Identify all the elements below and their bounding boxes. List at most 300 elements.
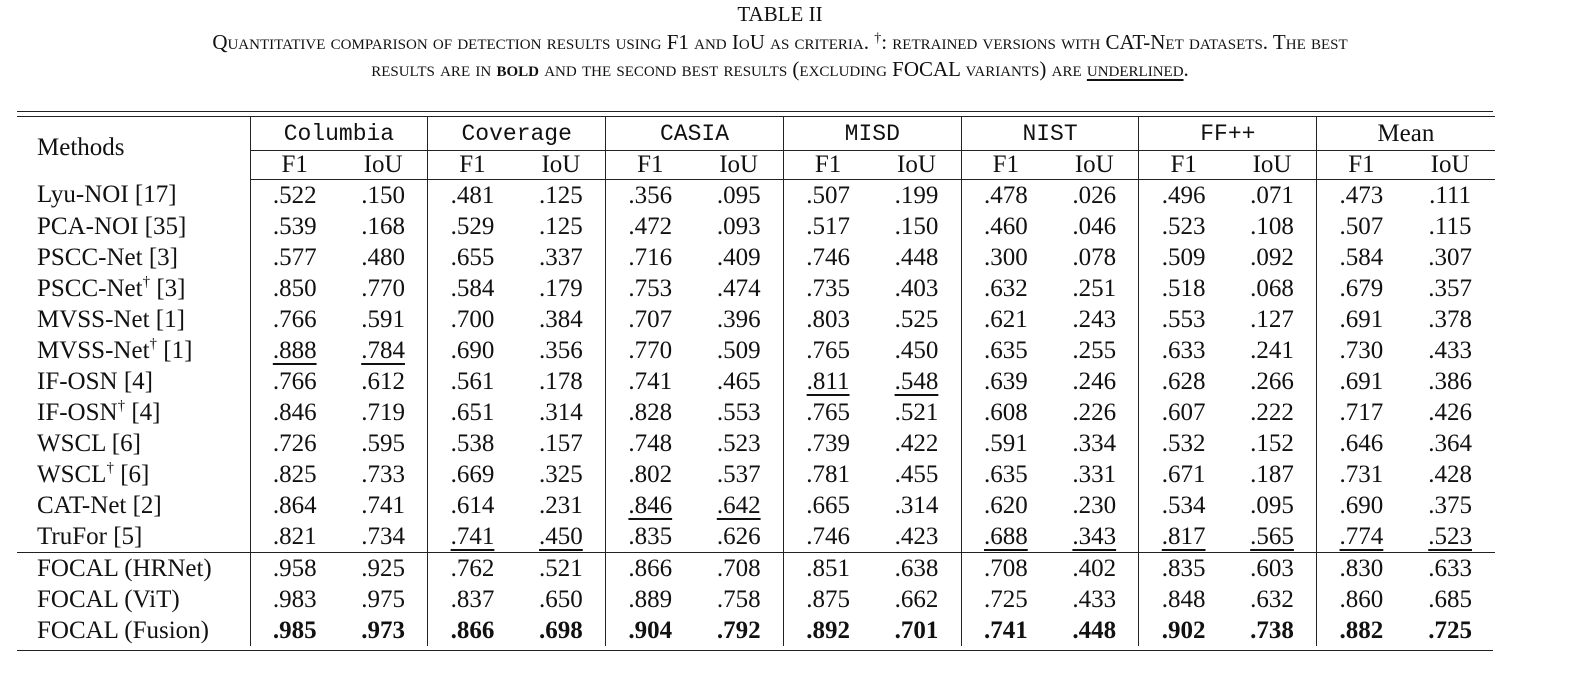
value-cell xyxy=(961,428,1050,459)
value-cell xyxy=(250,366,339,397)
value-cell xyxy=(1317,615,1406,646)
table-row xyxy=(17,273,1495,304)
value-cell xyxy=(1406,459,1495,490)
method-name: IF-OSN xyxy=(37,398,118,426)
dataset-header-nist: NIST xyxy=(961,117,1139,151)
value-cell xyxy=(339,242,428,273)
table-row xyxy=(17,490,1495,521)
value-cell xyxy=(1050,584,1139,615)
metric-value: .364 xyxy=(1428,429,1472,457)
value-cell xyxy=(1139,242,1228,273)
value-cell xyxy=(872,273,961,304)
metric-value: .092 xyxy=(1250,243,1294,271)
value-cell xyxy=(1050,335,1139,366)
method-name: Lyu-NOI xyxy=(37,181,129,209)
metric-value: .669 xyxy=(450,460,495,488)
value-cell xyxy=(872,553,961,585)
value-cell xyxy=(1139,428,1228,459)
metric-value: .892 xyxy=(806,616,850,644)
metric-value: .639 xyxy=(983,367,1028,395)
metric-value: .523 xyxy=(1161,212,1206,240)
table-row xyxy=(17,553,1495,585)
method-name: IF-OSN xyxy=(37,367,118,395)
value-cell xyxy=(783,428,872,459)
value-cell xyxy=(1050,242,1139,273)
metric-value: .561 xyxy=(450,367,495,395)
method-name-cell xyxy=(17,521,250,553)
citation-ref: [4] xyxy=(123,367,153,395)
metric-header-f1: F1 xyxy=(1139,151,1228,180)
value-cell xyxy=(1050,428,1139,459)
value-cell xyxy=(1406,242,1495,273)
metric-value: .337 xyxy=(539,243,583,271)
metric-value: .958 xyxy=(272,554,317,582)
value-cell xyxy=(1228,521,1317,553)
method-name-cell xyxy=(17,304,250,335)
value-cell xyxy=(1139,553,1228,585)
metric-value: .433 xyxy=(1428,336,1472,364)
metric-value: .522 xyxy=(272,181,317,209)
value-cell xyxy=(250,211,339,242)
value-cell xyxy=(1050,397,1139,428)
metric-value: .741 xyxy=(361,491,405,519)
metric-value: .150 xyxy=(361,181,405,209)
metric-value: .882 xyxy=(1339,616,1384,644)
value-cell xyxy=(872,180,961,212)
value-cell xyxy=(517,428,606,459)
value-cell xyxy=(1228,242,1317,273)
value-cell xyxy=(1050,615,1139,646)
metric-value: .730 xyxy=(1339,336,1384,364)
metric-header-iou: IoU xyxy=(1406,151,1495,180)
metric-value: .386 xyxy=(1428,367,1472,395)
value-cell xyxy=(606,242,695,273)
citation-ref: [5] xyxy=(113,522,143,550)
metric-value: .646 xyxy=(1339,429,1384,457)
metric-value: .465 xyxy=(716,367,761,395)
value-cell xyxy=(1317,242,1406,273)
caption-dagger: † xyxy=(874,31,882,46)
metric-value: .168 xyxy=(361,212,405,240)
metric-value: .665 xyxy=(806,491,850,519)
metric-value: .553 xyxy=(1161,305,1206,333)
value-cell xyxy=(783,553,872,585)
value-cell xyxy=(606,428,695,459)
metric-value: .632 xyxy=(1250,585,1294,613)
metric-value: .591 xyxy=(361,305,405,333)
metric-value: .046 xyxy=(1072,212,1117,240)
value-cell xyxy=(1406,335,1495,366)
table-row xyxy=(17,242,1495,273)
value-cell xyxy=(1228,180,1317,212)
metric-value: .904 xyxy=(628,616,673,644)
table-row xyxy=(17,521,1495,553)
method-name: PSCC-Net xyxy=(37,243,143,271)
metric-value: .478 xyxy=(983,181,1028,209)
value-cell xyxy=(783,521,872,553)
value-cell xyxy=(1406,180,1495,212)
value-cell xyxy=(1406,584,1495,615)
value-cell xyxy=(783,459,872,490)
retrained-dagger-mark: † xyxy=(106,459,114,476)
value-cell xyxy=(339,335,428,366)
metric-value: .765 xyxy=(806,398,850,426)
metric-value: .850 xyxy=(272,274,317,302)
retrained-dagger-mark: † xyxy=(142,273,151,290)
dataset-header-columbia: Columbia xyxy=(250,117,428,151)
value-cell xyxy=(250,242,339,273)
value-cell xyxy=(250,428,339,459)
value-cell xyxy=(250,490,339,521)
metric-value: .357 xyxy=(1428,274,1472,302)
value-cell xyxy=(517,553,606,585)
value-cell xyxy=(250,335,339,366)
value-cell xyxy=(250,615,339,646)
metric-value: .748 xyxy=(628,429,673,457)
metric-value: .688 xyxy=(983,522,1028,550)
value-cell xyxy=(1139,490,1228,521)
metric-value: .307 xyxy=(1428,243,1472,271)
value-cell xyxy=(250,521,339,553)
metric-value: .739 xyxy=(806,429,850,457)
value-cell xyxy=(517,304,606,335)
method-name-cell xyxy=(17,615,250,646)
metric-value: .802 xyxy=(628,460,673,488)
metric-value: .708 xyxy=(716,554,761,582)
metric-value: .698 xyxy=(539,616,583,644)
metric-value: .726 xyxy=(272,429,317,457)
metric-header-f1: F1 xyxy=(428,151,517,180)
table-row xyxy=(17,584,1495,615)
metric-value: .690 xyxy=(1339,491,1384,519)
value-cell xyxy=(250,304,339,335)
metric-value: .741 xyxy=(983,616,1028,644)
dataset-header-coverage: Coverage xyxy=(428,117,606,151)
method-name: PCA-NOI xyxy=(37,212,139,240)
value-cell xyxy=(783,335,872,366)
metric-value: .626 xyxy=(716,522,761,550)
value-cell xyxy=(783,397,872,428)
metric-value: .846 xyxy=(628,491,673,519)
value-cell xyxy=(1228,397,1317,428)
metric-value: .422 xyxy=(894,429,939,457)
metric-value: .985 xyxy=(272,616,317,644)
value-cell xyxy=(694,615,783,646)
metric-value: .409 xyxy=(716,243,761,271)
citation-ref: [3] xyxy=(156,274,186,302)
table-row xyxy=(17,397,1495,428)
method-name-cell xyxy=(17,242,250,273)
metric-value: .655 xyxy=(450,243,495,271)
metric-value: .662 xyxy=(894,585,939,613)
metric-value: .817 xyxy=(1161,522,1206,550)
citation-ref: [1] xyxy=(163,336,193,364)
value-cell xyxy=(250,459,339,490)
value-cell xyxy=(1139,615,1228,646)
value-cell xyxy=(339,366,428,397)
table-label: TABLE II xyxy=(737,2,823,26)
citation-ref: [17] xyxy=(134,181,177,209)
table-row xyxy=(17,428,1495,459)
metric-value: .396 xyxy=(716,305,761,333)
metric-header-f1: F1 xyxy=(961,151,1050,180)
metric-value: .375 xyxy=(1428,491,1472,519)
value-cell xyxy=(250,180,339,212)
value-cell xyxy=(694,366,783,397)
metric-value: .532 xyxy=(1161,429,1206,457)
metric-value: .537 xyxy=(716,460,761,488)
value-cell xyxy=(1228,428,1317,459)
value-cell xyxy=(1317,273,1406,304)
metric-value: .231 xyxy=(539,491,583,519)
value-cell xyxy=(606,366,695,397)
value-cell xyxy=(961,211,1050,242)
retrained-dagger-mark: † xyxy=(117,397,126,414)
value-cell xyxy=(783,366,872,397)
value-cell xyxy=(606,615,695,646)
method-name: PSCC-Net xyxy=(37,274,143,302)
metric-value: .632 xyxy=(983,274,1028,302)
value-cell xyxy=(517,584,606,615)
metric-value: .584 xyxy=(450,274,495,302)
methods-header: Methods xyxy=(17,117,250,180)
metric-value: .426 xyxy=(1428,398,1472,426)
metric-value: .517 xyxy=(806,212,850,240)
value-cell xyxy=(1406,211,1495,242)
metric-value: .888 xyxy=(272,336,317,364)
metric-value: .738 xyxy=(1250,616,1294,644)
value-cell xyxy=(694,397,783,428)
metric-value: .481 xyxy=(450,181,495,209)
metric-value: .518 xyxy=(1161,274,1206,302)
metric-value: .474 xyxy=(716,274,761,302)
metric-value: .642 xyxy=(716,491,761,519)
value-cell xyxy=(872,584,961,615)
metric-value: .378 xyxy=(1428,305,1472,333)
value-cell xyxy=(517,335,606,366)
metric-value: .548 xyxy=(894,367,939,395)
metric-value: .781 xyxy=(806,460,850,488)
metric-value: .226 xyxy=(1072,398,1117,426)
value-cell xyxy=(1139,273,1228,304)
value-cell xyxy=(961,242,1050,273)
value-cell xyxy=(339,304,428,335)
value-cell xyxy=(1317,521,1406,553)
metric-value: .638 xyxy=(894,554,939,582)
value-cell xyxy=(1139,180,1228,212)
metric-value: .523 xyxy=(716,429,761,457)
dataset-header-ffpp: FF++ xyxy=(1139,117,1317,151)
method-name-cell xyxy=(17,335,250,366)
metric-value: .403 xyxy=(894,274,939,302)
value-cell xyxy=(694,428,783,459)
metric-value: .614 xyxy=(450,491,495,519)
method-name-cell xyxy=(17,490,250,521)
metric-value: .450 xyxy=(894,336,939,364)
metric-header-iou: IoU xyxy=(517,151,606,180)
metric-value: .741 xyxy=(450,522,495,550)
metric-value: .423 xyxy=(894,522,939,550)
value-cell xyxy=(1050,459,1139,490)
table-row xyxy=(17,335,1495,366)
value-cell xyxy=(872,490,961,521)
value-cell xyxy=(694,211,783,242)
metric-value: .255 xyxy=(1072,336,1117,364)
value-cell xyxy=(783,180,872,212)
metric-value: .525 xyxy=(894,305,939,333)
value-cell xyxy=(517,490,606,521)
metric-value: .821 xyxy=(272,522,317,550)
value-cell xyxy=(606,459,695,490)
value-cell xyxy=(606,397,695,428)
metric-value: .685 xyxy=(1428,585,1472,613)
metric-value: .741 xyxy=(628,367,673,395)
metric-value: .975 xyxy=(361,585,405,613)
metric-value: .384 xyxy=(539,305,583,333)
value-cell xyxy=(872,397,961,428)
metric-value: .507 xyxy=(806,181,850,209)
metric-value: .331 xyxy=(1072,460,1117,488)
value-cell xyxy=(1228,211,1317,242)
metric-header-f1: F1 xyxy=(606,151,695,180)
metric-header-f1: F1 xyxy=(1317,151,1406,180)
metric-value: .848 xyxy=(1161,585,1206,613)
value-cell xyxy=(428,366,517,397)
metric-value: .851 xyxy=(806,554,850,582)
value-cell xyxy=(1406,273,1495,304)
value-cell xyxy=(1317,428,1406,459)
metric-value: .770 xyxy=(628,336,673,364)
metric-value: .356 xyxy=(628,181,673,209)
value-cell xyxy=(872,521,961,553)
value-cell xyxy=(694,459,783,490)
method-name-cell xyxy=(17,180,250,212)
caption-underlined-word: underlined xyxy=(1086,57,1184,81)
metric-value: .591 xyxy=(983,429,1028,457)
value-cell xyxy=(872,615,961,646)
metric-header-iou: IoU xyxy=(339,151,428,180)
metric-value: .509 xyxy=(1161,243,1206,271)
metric-value: .402 xyxy=(1072,554,1117,582)
metric-value: .334 xyxy=(1072,429,1117,457)
value-cell xyxy=(606,304,695,335)
value-cell xyxy=(1406,366,1495,397)
metric-value: .691 xyxy=(1339,367,1384,395)
value-cell xyxy=(872,366,961,397)
metric-value: .875 xyxy=(806,585,850,613)
metric-value: .026 xyxy=(1072,181,1117,209)
metric-value: .983 xyxy=(272,585,317,613)
metric-value: .473 xyxy=(1339,181,1384,209)
metric-value: .565 xyxy=(1250,522,1294,550)
metric-value: .068 xyxy=(1250,274,1294,302)
metric-value: .093 xyxy=(716,212,761,240)
value-cell xyxy=(1228,304,1317,335)
method-name: CAT-Net xyxy=(37,491,127,519)
value-cell xyxy=(1406,553,1495,585)
metric-value: .115 xyxy=(1428,212,1472,240)
metric-value: .717 xyxy=(1339,398,1384,426)
metric-value: .735 xyxy=(806,274,850,302)
metric-value: .633 xyxy=(1161,336,1206,364)
metric-value: .534 xyxy=(1161,491,1206,519)
metric-value: .837 xyxy=(450,585,495,613)
metric-value: .450 xyxy=(539,522,583,550)
value-cell xyxy=(783,211,872,242)
metric-value: .828 xyxy=(628,398,673,426)
value-cell xyxy=(517,242,606,273)
metric-value: .187 xyxy=(1250,460,1294,488)
metric-value: .523 xyxy=(1428,522,1472,550)
value-cell xyxy=(606,273,695,304)
value-cell xyxy=(694,242,783,273)
method-name-cell xyxy=(17,211,250,242)
value-cell xyxy=(783,242,872,273)
value-cell xyxy=(1139,335,1228,366)
value-cell xyxy=(1228,553,1317,585)
metric-value: .356 xyxy=(539,336,583,364)
value-cell xyxy=(1406,490,1495,521)
metric-header-iou: IoU xyxy=(1228,151,1317,180)
metric-value: .758 xyxy=(716,585,761,613)
value-cell xyxy=(517,180,606,212)
value-cell xyxy=(517,459,606,490)
metric-value: .246 xyxy=(1072,367,1117,395)
citation-ref: [6] xyxy=(111,429,141,457)
method-name: TruFor xyxy=(37,522,107,550)
method-name-cell xyxy=(17,553,250,585)
metric-value: .731 xyxy=(1339,460,1384,488)
value-cell xyxy=(517,397,606,428)
value-cell xyxy=(428,335,517,366)
table-row xyxy=(17,615,1495,646)
metric-value: .725 xyxy=(1428,616,1472,644)
value-cell xyxy=(1050,304,1139,335)
value-cell xyxy=(428,273,517,304)
value-cell xyxy=(872,304,961,335)
metric-value: .455 xyxy=(894,460,939,488)
metric-value: .835 xyxy=(628,522,673,550)
metric-value: .811 xyxy=(806,367,850,395)
results-table xyxy=(17,116,1495,646)
metric-value: .835 xyxy=(1161,554,1206,582)
dataset-header-mean: Mean xyxy=(1317,117,1495,151)
method-name: MVSS-Net xyxy=(37,336,150,364)
value-cell xyxy=(339,428,428,459)
method-name-cell xyxy=(17,584,250,615)
metric-value: .846 xyxy=(272,398,317,426)
value-cell xyxy=(1317,490,1406,521)
metric-value: .108 xyxy=(1250,212,1294,240)
metric-value: .792 xyxy=(716,616,761,644)
method-name-cell xyxy=(17,366,250,397)
value-cell xyxy=(1050,553,1139,585)
value-cell xyxy=(606,490,695,521)
value-cell xyxy=(1139,521,1228,553)
citation-ref: [2] xyxy=(132,491,162,519)
metric-value: .866 xyxy=(628,554,673,582)
metric-value: .708 xyxy=(983,554,1028,582)
value-cell xyxy=(428,490,517,521)
metric-value: .529 xyxy=(450,212,495,240)
metric-value: .521 xyxy=(539,554,583,582)
value-cell xyxy=(606,521,695,553)
value-cell xyxy=(1050,180,1139,212)
value-cell xyxy=(961,304,1050,335)
value-cell xyxy=(1317,553,1406,585)
metric-value: .866 xyxy=(450,616,495,644)
value-cell xyxy=(339,521,428,553)
